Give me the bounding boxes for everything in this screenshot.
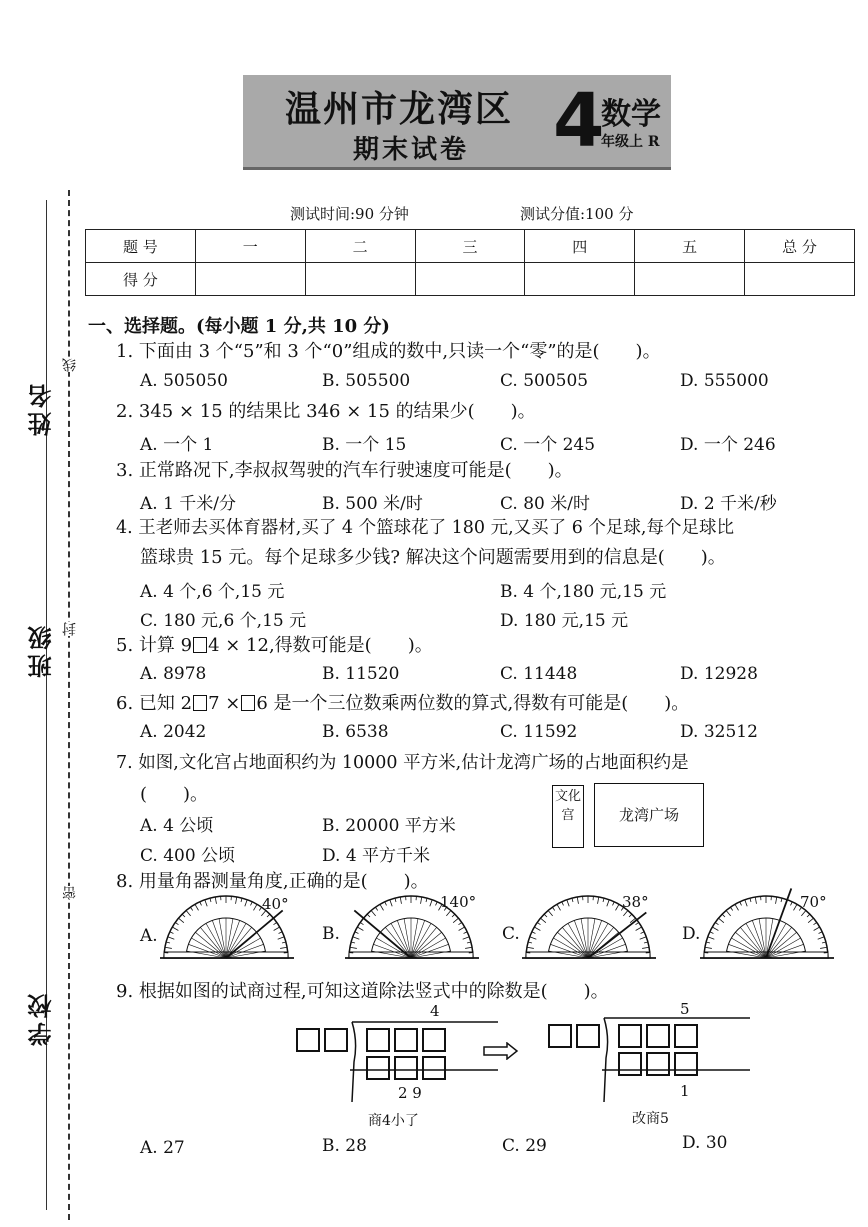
q3-option-d[interactable]: D. 2 千米/秒 [680, 494, 777, 514]
product-box [366, 1056, 390, 1080]
q2-option-c[interactable]: C. 一个 245 [500, 435, 596, 455]
dividend-box [646, 1024, 670, 1048]
divisor-box [548, 1024, 572, 1048]
q4-text-line1: 4. 王老师去买体育器材,买了 4 个篮球花了 180 元,又买了 6 个足球,每个足球比 [116, 518, 734, 538]
right-quotient: 5 [680, 1000, 690, 1018]
q5-text [116, 634, 433, 658]
score-table [85, 229, 855, 296]
score-cell[interactable] [415, 263, 525, 296]
header-cell: 题 号 [86, 230, 196, 263]
binding-line [46, 200, 47, 1210]
q5-option-a[interactable]: A. 8978 [140, 664, 207, 684]
arrow-icon [483, 1042, 519, 1060]
header-cell: 三 [415, 230, 525, 263]
q8-option-a[interactable]: A. [140, 926, 158, 946]
school-label: 学校 [27, 990, 56, 1046]
dividend-box [394, 1028, 418, 1052]
header-cell: 二 [305, 230, 415, 263]
section-title: 一、选择题。(每小题 1 分,共 10 分) [88, 316, 390, 337]
q9-option-d[interactable]: D. 30 [682, 1133, 728, 1153]
header-cell: 总 分 [745, 230, 855, 263]
culture-palace-box: 文化宫 [552, 785, 584, 848]
left-caption: 商4小了 [368, 1113, 419, 1129]
q2-text: 2. 345 × 15 的结果比 346 × 15 的结果少( )。 [116, 401, 536, 422]
angle-label-a: 40° [262, 895, 289, 913]
q6-option-b[interactable]: B. 6538 [322, 722, 389, 742]
angle-label-c: 38° [622, 893, 649, 911]
q4-option-c[interactable]: C. 180 元,6 个,15 元 [140, 611, 307, 631]
q5-text-post: 4 × 12,得数可能是( )。 [208, 635, 433, 656]
row-label: 得 分 [86, 263, 196, 296]
dividend-box [618, 1024, 642, 1048]
score-cell[interactable] [195, 263, 305, 296]
product-box [618, 1052, 642, 1076]
angle-label-d: 70° [800, 893, 827, 911]
q6-option-d[interactable]: D. 32512 [680, 722, 758, 742]
q5-text-pre: 5. 计算 9 [116, 635, 193, 656]
grade-number: 4 [553, 78, 605, 164]
score-table-score-row [86, 263, 855, 296]
test-score: 测试分值:100 分 [520, 205, 634, 223]
q3-option-a[interactable]: A. 1 千米/分 [140, 494, 237, 514]
score-cell[interactable] [635, 263, 745, 296]
q2-option-b[interactable]: B. 一个 15 [322, 435, 407, 455]
title-banner [243, 75, 671, 170]
q8-option-b[interactable]: B. [322, 924, 340, 944]
q1-option-a[interactable]: A. 505050 [140, 371, 228, 391]
banner-title: 温州市龙湾区 [285, 88, 514, 130]
left-quotient: 4 [430, 1002, 440, 1020]
q6-option-a[interactable]: A. 2042 [140, 722, 207, 742]
dividend-box [674, 1024, 698, 1048]
q6-text-mid: 7 × [208, 693, 241, 714]
term-label: 年级上 R [601, 134, 660, 150]
q4-option-b[interactable]: B. 4 个,180 元,15 元 [500, 582, 667, 602]
q8-option-c[interactable]: C. [502, 924, 520, 944]
q7-option-b[interactable]: B. 20000 平方米 [322, 816, 456, 836]
seal-text-secret: 密 [62, 886, 78, 900]
q8-option-d[interactable]: D. [682, 924, 701, 944]
q1-option-d[interactable]: D. 555000 [680, 371, 769, 391]
left-remainder: 2 9 [398, 1084, 422, 1102]
score-cell[interactable] [305, 263, 415, 296]
divisor-box [576, 1024, 600, 1048]
cut-line [68, 190, 70, 1220]
subject-label: 数学 [601, 97, 661, 132]
q2-option-a[interactable]: A. 一个 1 [140, 435, 214, 455]
divisor-box [324, 1028, 348, 1052]
q7-option-c[interactable]: C. 400 公顷 [140, 846, 236, 866]
name-label: 姓名 [27, 380, 56, 436]
blank-box [193, 695, 207, 711]
q4-option-a[interactable]: A. 4 个,6 个,15 元 [140, 582, 285, 602]
blank-box [193, 637, 207, 653]
banner-subtitle: 期末试卷 [353, 135, 470, 165]
q9-text: 9. 根据如图的试商过程,可知这道除法竖式中的除数是( )。 [116, 981, 609, 1002]
right-remainder: 1 [680, 1082, 690, 1100]
product-box [674, 1052, 698, 1076]
q7-option-a[interactable]: A. 4 公顷 [140, 816, 214, 836]
q1-option-b[interactable]: B. 505500 [322, 371, 411, 391]
right-caption: 改商5 [632, 1111, 669, 1127]
q6-text-pre: 6. 已知 2 [116, 693, 193, 714]
score-table-header-row [86, 230, 855, 263]
seal-text-seal: 封 [62, 622, 78, 636]
q9-option-c[interactable]: C. 29 [502, 1136, 547, 1156]
q9-option-a[interactable]: A. 27 [140, 1138, 185, 1158]
q6-text-post: 6 是一个三位数乘两位数的算式,得数有可能是( )。 [256, 693, 690, 714]
dividend-box [366, 1028, 390, 1052]
divisor-box [296, 1028, 320, 1052]
q8-text: 8. 用量角器测量角度,正确的是( )。 [116, 871, 429, 892]
q4-option-d[interactable]: D. 180 元,15 元 [500, 611, 629, 631]
q3-option-c[interactable]: C. 80 米/时 [500, 494, 590, 514]
q6-text [116, 692, 689, 716]
header-cell: 五 [635, 230, 745, 263]
product-box [422, 1056, 446, 1080]
q7-option-d[interactable]: D. 4 平方千米 [322, 846, 431, 866]
q6-option-c[interactable]: C. 11592 [500, 722, 578, 742]
angle-label-b: 140° [440, 893, 477, 911]
score-cell[interactable] [525, 263, 635, 296]
score-cell[interactable] [745, 263, 855, 296]
q3-option-b[interactable]: B. 500 米/时 [322, 494, 423, 514]
q1-option-c[interactable]: C. 500505 [500, 371, 589, 391]
longwan-square-box: 龙湾广场 [594, 783, 704, 847]
q2-option-d[interactable]: D. 一个 246 [680, 435, 776, 455]
q7-text-line2: ( )。 [140, 784, 209, 805]
product-box [394, 1056, 418, 1080]
q9-option-b[interactable]: B. 28 [322, 1136, 367, 1156]
q3-text: 3. 正常路况下,李叔叔驾驶的汽车行驶速度可能是( )。 [116, 460, 573, 481]
class-label: 班级 [27, 622, 56, 678]
q5-option-b[interactable]: B. 11520 [322, 664, 400, 684]
q4-text-line2: 篮球贵 15 元。每个足球多少钱? 解决这个问题需要用到的信息是( )。 [140, 547, 726, 568]
q7-text-line1: 7. 如图,文化宫占地面积约为 10000 平方米,估计龙湾广场的占地面积约是 [116, 753, 689, 773]
q1-text: 1. 下面由 3 个“5”和 3 个“0”组成的数中,只读一个“零”的是( )。 [116, 341, 661, 362]
product-box [646, 1052, 670, 1076]
header-cell: 一 [195, 230, 305, 263]
dividend-box [422, 1028, 446, 1052]
seal-text-line: 线 [62, 358, 78, 372]
q5-option-c[interactable]: C. 11448 [500, 664, 578, 684]
q5-option-d[interactable]: D. 12928 [680, 664, 758, 684]
header-cell: 四 [525, 230, 635, 263]
blank-box [241, 695, 255, 711]
test-time: 测试时间:90 分钟 [290, 205, 409, 223]
